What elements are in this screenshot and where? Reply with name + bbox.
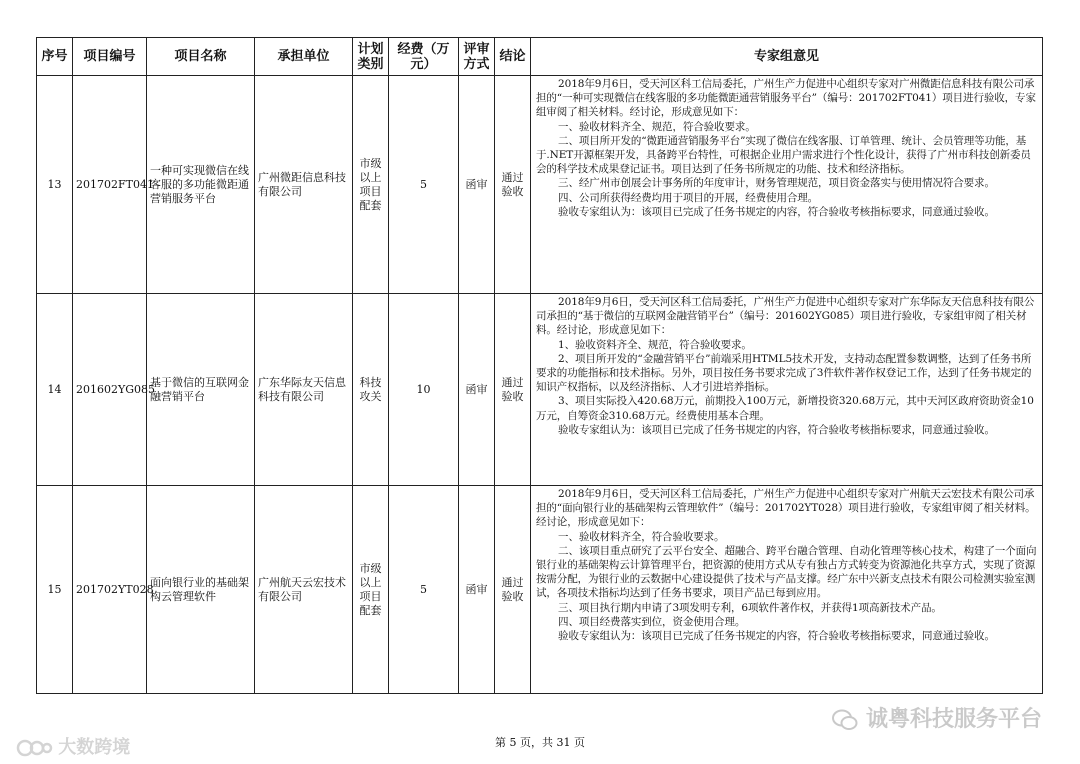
opinion-paragraph: 三、项目执行期内申请了3项发明专利，6项软件著作权，并获得1项高新技术产品。 [558, 601, 942, 614]
cell-name: 基于微信的互联网金融营销平台 [147, 294, 255, 486]
opinion-paragraph: 2018年9月6日，受天河区科工信局委托，广州生产力促进中心组织专家对广东华际友天信息科技有限公司承担的“基于微信的互联网金融营销平台”（编号：201602YG085）项目进行验收，专家组审阅了相关材料。经讨论，形成意见如下： [536, 296, 1035, 337]
cell-opinion [531, 76, 1043, 294]
opinion-paragraph: 验收专家组认为：该项目已完成了任务书规定的内容，符合验收考核指标要求，同意通过验收。 [558, 630, 995, 643]
opinion-paragraph: 二、项目所开发的“微距通营销服务平台”实现了微信在线客服、订单管理、统计、会员管理等功能，基于.NET开源框架开发，具备跨平台特性，可根据企业用户需求进行个性化设计，获得了广州市科技创新委员会的科学技术成果登记证书。项目达到了任务书所规定的功能、技术和经济指标。 [536, 134, 1031, 176]
cell-opinion [531, 294, 1043, 486]
table-row [37, 294, 1043, 486]
cell-code: 201602YG085 [73, 294, 147, 486]
opinion-paragraph: 1、验收资料齐全、规范，符合验收要求。 [558, 338, 752, 351]
cell-conclusion: 通过验收 [495, 486, 531, 694]
cell-unit: 广州航天云宏技术有限公司 [255, 486, 353, 694]
cell-code: 201702YT028 [73, 486, 147, 694]
header-method: 评审方式 [459, 38, 495, 76]
cell-code: 201702FT041 [73, 76, 147, 294]
cell-name: 面向银行业的基础架构云管理软件 [147, 486, 255, 694]
opinion-paragraph: 一、验收材料齐全，符合验收要求。 [558, 530, 725, 543]
opinion-paragraph: 验收专家组认为：该项目已完成了任务书规定的内容，符合验收考核指标要求，同意通过验收。 [558, 423, 995, 436]
cell-method: 函审 [459, 294, 495, 486]
cell-fee: 10 [389, 294, 459, 486]
watermark-text: 大数跨境 [58, 737, 131, 758]
cell-fee: 5 [389, 76, 459, 294]
cell-plan: 科技攻关 [353, 294, 389, 486]
cell-seq: 13 [37, 76, 73, 294]
watermark-right [832, 702, 1042, 733]
opinion-paragraph: 2018年9月6日，受天河区科工信局委托，广州生产力促进中心组织专家对广州微距信息科技有限公司承担的“一种可实现微信在线客服的多功能微距通营销服务平台”（编号：201702FT041）项目进行验收，专家组审阅了相关材料。经讨论，形成意见如下： [536, 78, 1036, 119]
opinion-paragraph: 四、公司所获得经费均用于项目的开展，经费使用合理。 [558, 191, 819, 204]
cell-method: 函审 [459, 76, 495, 294]
cell-unit: 广东华际友天信息科技有限公司 [255, 294, 353, 486]
opinion-paragraph: 3、项目实际投入420.68万元，前期投入100万元，新增投资320.68万元，其中天河区政府资助资金10万元，自筹资金310.68万元。经费使用基本合理。 [536, 395, 1034, 422]
cell-conclusion: 通过验收 [495, 76, 531, 294]
cell-seq: 14 [37, 294, 73, 486]
header-opinion: 专家组意见 [531, 38, 1043, 76]
cell-opinion [531, 486, 1043, 694]
cell-method: 函审 [459, 486, 495, 694]
header-conclusion: 结论 [495, 38, 531, 76]
header-fee: 经费（万元） [389, 38, 459, 76]
watermark-text: 诚粤科技服务平台 [865, 707, 1042, 732]
header-name: 项目名称 [147, 38, 255, 76]
page-footer: 第 5 页，共 31 页 [495, 736, 585, 749]
cell-conclusion: 通过验收 [495, 294, 531, 486]
opinion-paragraph: 四、项目经费落实到位，资金使用合理。 [558, 615, 746, 628]
cell-plan: 市级以上项目配套 [353, 76, 389, 294]
cell-seq: 15 [37, 486, 73, 694]
header-row [37, 38, 1043, 76]
cell-name: 一种可实现微信在线客服的多功能微距通营销服务平台 [147, 76, 255, 294]
cell-fee: 5 [389, 486, 459, 694]
project-table [36, 37, 1043, 694]
opinion-paragraph: 二、该项目重点研究了云平台安全、超融合、跨平台融合管理、自动化管理等核心技术，构建了一个面向银行业的基础架构云计算管理平台，把资源的使用方式从专有独占方式转变为资源池化共享方式，实现了资源按需分配，为银行业的云数据中心建设提供了技术与产品支撑。经广东中兴新支点技术有限公司检测实验室测试，各项技术指标均达到了任务书要求，项目产品已每到应用。 [536, 544, 1037, 600]
opinion-paragraph: 2018年9月6日，受天河区科工信局委托，广州生产力促进中心组织专家对广州航天云宏技术有限公司承担的“面向银行业的基础架构云管理软件”（编号：201702YT028）项目进行验收，专家组审阅了相关材料。经讨论，形成意见如下： [536, 488, 1036, 529]
cell-plan: 市级以上项目配套 [353, 486, 389, 694]
cell-unit: 广州微距信息科技有限公司 [255, 76, 353, 294]
header-plan: 计划类别 [353, 38, 389, 76]
table-row [37, 486, 1043, 694]
header-code: 项目编号 [73, 38, 147, 76]
opinion-paragraph: 2、项目所开发的“金融营销平台”前端采用HTML5技术开发，支持动态配置参数调整，达到了任务书所要求的功能指标和技术指标。另外，项目按任务书要求完成了3件软件著作权登记工作，达到了任务书规定的知识产权指标，以及经济指标、人才引进培养指标。 [536, 352, 1032, 394]
opinion-paragraph: 一、验收材料齐全、规范，符合验收要求。 [558, 120, 756, 133]
opinion-paragraph: 三、经广州市创展会计事务所的年度审计，财务管理规范，项目资金落实与使用情况符合要求。 [558, 177, 995, 190]
opinion-paragraph: 验收专家组认为：该项目已完成了任务书规定的内容，符合验收考核指标要求，同意通过验收。 [558, 205, 995, 218]
table-row [37, 76, 1043, 294]
header-unit: 承担单位 [255, 38, 353, 76]
header-seq: 序号 [37, 38, 73, 76]
wechat-icon [832, 709, 858, 731]
